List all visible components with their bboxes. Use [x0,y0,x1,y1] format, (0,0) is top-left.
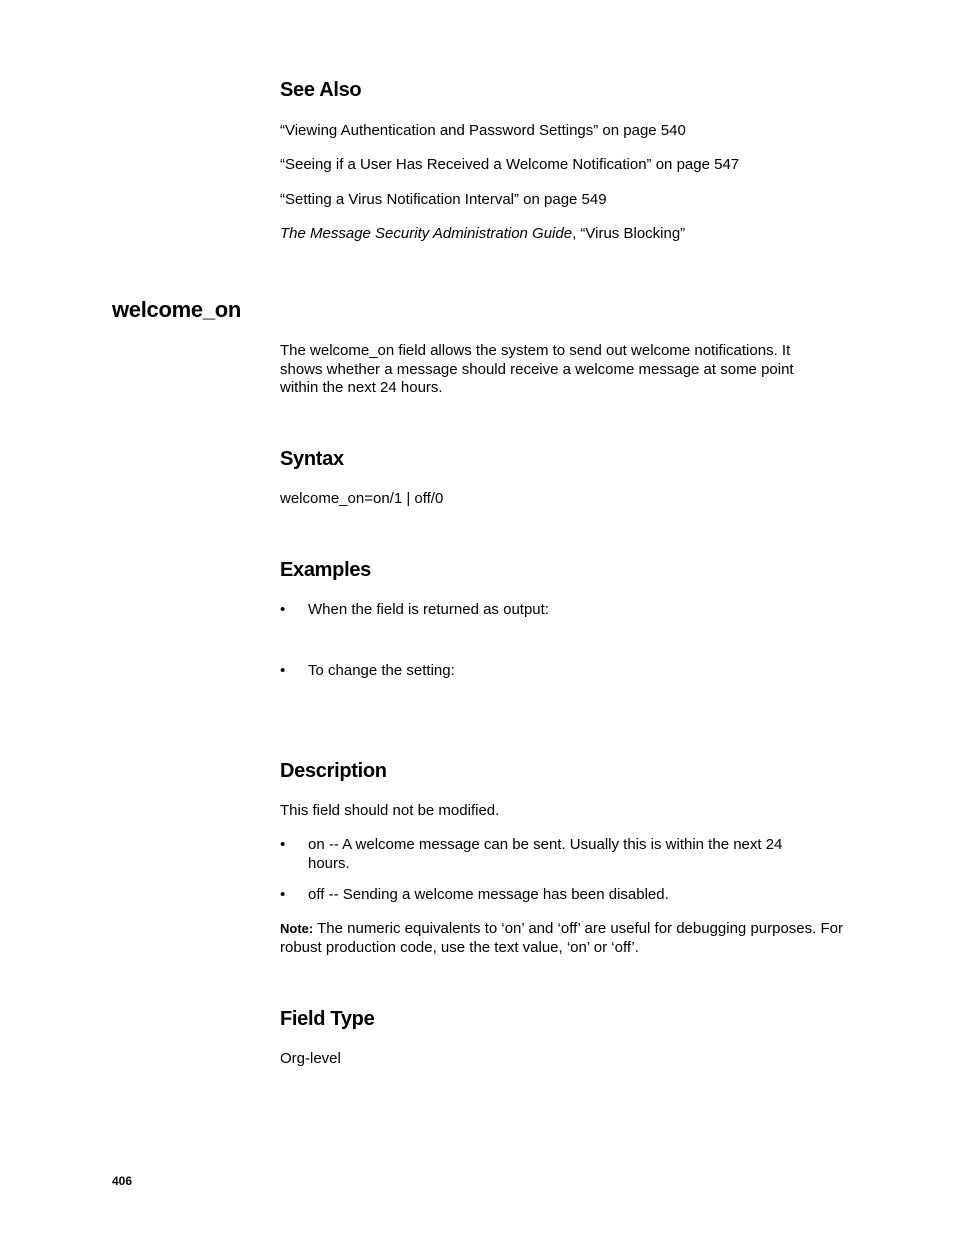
syntax-heading: Syntax [280,448,344,470]
note-text: The numeric equivalents to ‘on’ and ‘off’ are useful for debugging purposes. For robust production code, use the text value, ‘on’ or ‘off’. [280,920,843,956]
bullet-icon: • [280,662,286,679]
example-item-text: When the field is returned as output: [308,601,549,618]
note-paragraph [280,920,845,957]
note-label: Note: [280,921,314,936]
guide-chapter: , “Virus Blocking” [572,225,686,242]
bullet-icon: • [280,886,286,903]
bullet-icon: • [280,601,286,618]
description-text: This field should not be modified. [280,802,500,819]
field-type-value: Org-level [280,1050,341,1067]
see-also-heading: See Also [280,79,362,101]
page-number: 406 [112,1174,133,1188]
see-also-link-viewing-authentication[interactable]: “Viewing Authentication and Password Settings” on page 540 [280,122,686,139]
see-also-link-seeing-welcome-notification[interactable]: “Seeing if a User Has Received a Welcome Notification” on page 547 [280,156,740,173]
field-intro-paragraph: The welcome_on field allows the system to send out welcome notifications. It shows whether a message should receive a welcome message at some point within the next 24 hours. [280,342,794,396]
bullet-icon: • [280,836,286,853]
see-also-link-virus-notification-interval[interactable]: “Setting a Virus Notification Interval” on page 549 [280,191,607,208]
example-item-text: To change the setting: [308,662,455,679]
examples-heading: Examples [280,559,371,581]
see-also-guide-reference [280,225,685,244]
description-item-text: off -- Sending a welcome message has been disabled. [308,886,669,903]
syntax-text: welcome_on=on/1 | off/0 [280,490,444,507]
description-heading: Description [280,760,387,782]
guide-title: The Message Security Administration Guide [280,225,573,242]
field-name-heading: welcome_on [112,297,242,322]
field-type-heading: Field Type [280,1008,375,1030]
description-item-text: on -- A welcome message can be sent. Usually this is within the next 24 hours. [308,836,783,872]
